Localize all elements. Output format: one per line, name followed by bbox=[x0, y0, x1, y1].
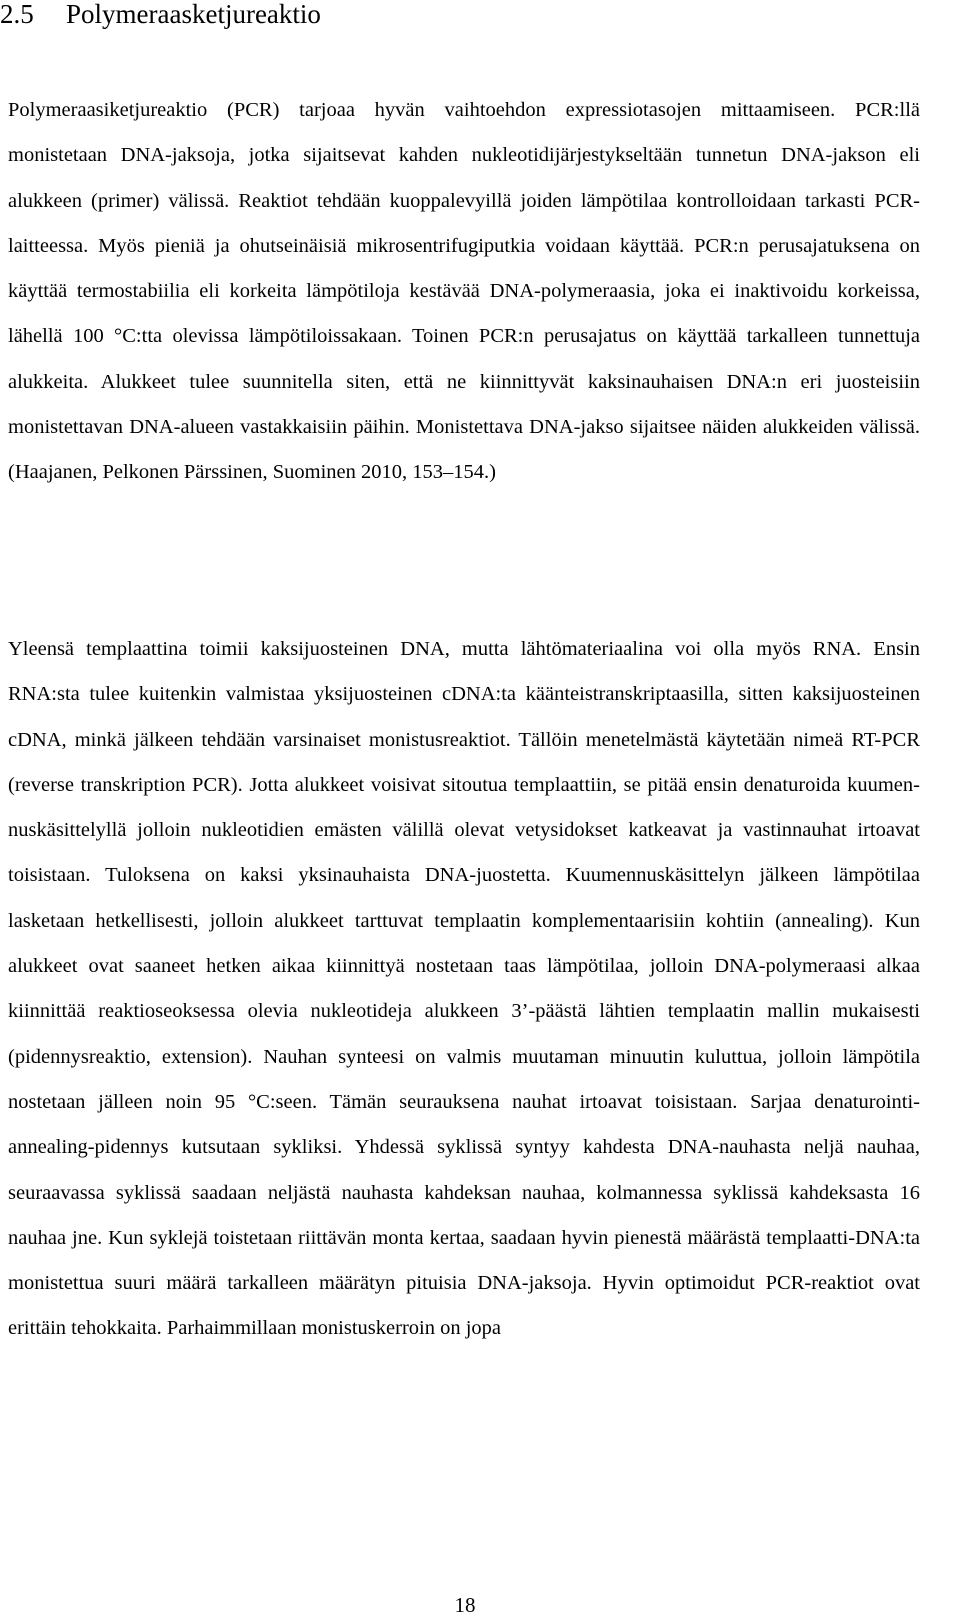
section-number: 2.5 bbox=[0, 0, 34, 29]
paragraph-pcr-process: Yleensä templaattina toimii kaksijuosteinen DNA, mutta lähtömateriaalina voi olla myös RNA. Ensin RNA:sta tulee kuitenkin valmistaa yksijuosteinen cDNA:ta käänteistranskriptaasilla, sitten kaksijuosteinen cDNA, minkä jälkeen tehdään varsinaiset monistusreaktiot. Tällöin menetelmästä käytetään nimeä RT-PCR (reverse transkription PCR). Jotta alukkeet voisivat sitoutua templaattiin, se pitää ensin denaturoida kuumennuskäsittelyllä jolloin nukleotidien emästen välillä olevat vetysidokset katkeavat ja vastinnauhat irtoavat toisistaan. Tuloksena on kaksi yksinauhaista DNA-juostetta. Kuumennuskäsittelyn jälkeen lämpötilaa lasketaan hetkellisesti, jolloin alukkeet tarttuvat templaatin komplementaarisiin kohtiin (annealing). Kun alukkeet ovat saaneet hetken aikaa kiinnittyä nostetaan taas lämpötilaa, jolloin DNA-polymeraasi alkaa kiinnittää reaktioseoksessa olevia nukleotideja alukkeen 3’-päästä lähtien templaatin mallin mukaisesti (pidennysreaktio, extension). Nauhan synteesi on valmis muutaman minuutin kuluttua, jolloin lämpötila nostetaan jälleen noin 95 °C:seen. Tämän seurauksena nauhat irtoavat toisistaan. Sarjaa denaturointi-annealing-pidennys kutsutaan sykliksi. Yhdessä syklissä syntyy kahdesta DNA-nauhasta neljä nauhaa, seuraavassa syklissä saadaan neljästä nauhasta kahdeksan nauhaa, kolmannessa syklissä kahdeksasta 16 nauhaa jne. Kun syklejä toistetaan riittävän monta kertaa, saadaan hyvin pienestä määrästä templaatti-DNA:ta monistettua suuri määrä tarkalleen määrätyn pituisia DNA-jaksoja. Hyvin optimoidut PCR-reaktiot ovat erittäin tehokkaita. Parhaimmillaan monistuskerroin on jopa bbox=[8, 638, 920, 1340]
page-number: 18 bbox=[454, 1593, 476, 1617]
section-heading bbox=[0, 0, 321, 34]
section-title: Polymeraasketjureaktio bbox=[66, 0, 321, 29]
paragraph-pcr-intro: Polymeraasiketjureaktio (PCR) tarjoaa hyvän vaihtoehdon expressiotasojen mittaamiseen. PCR:llä monistetaan DNA-jaksoja, jotka sijaitsevat kahden nukleotidijärjestykseltään tunnetun DNA-jakson eli alukkeen (primer) välissä. Reaktiot tehdään kuoppalevyillä joiden lämpötilaa kontrolloidaan tarkasti PCR-laitteessa. Myös pieniä ja ohutseinäisiä mikrosentrifugiputkia voidaan käyttää. PCR:n perusajatuksena on käyttää termostabiilia eli korkeita lämpötiloja kestävää DNA-polymeraasia, joka ei inaktivoidu korkeissa, lähellä 100 °C:tta olevissa lämpötiloissakaan. Toinen PCR:n perusajatus on käyttää tarkalleen tunnettuja alukkeita. Alukkeet tulee suunnitella siten, että ne kiinnittyvät kaksinauhaisen DNA:n eri juosteisiin monistettavan DNA-alueen vastakkaisiin päihin. Monistettava DNA-jakso sijaitsee näiden alukkeiden välissä. (Haajanen, Pelkonen Pärssinen, Suominen 2010, 153–154.) bbox=[8, 99, 920, 484]
